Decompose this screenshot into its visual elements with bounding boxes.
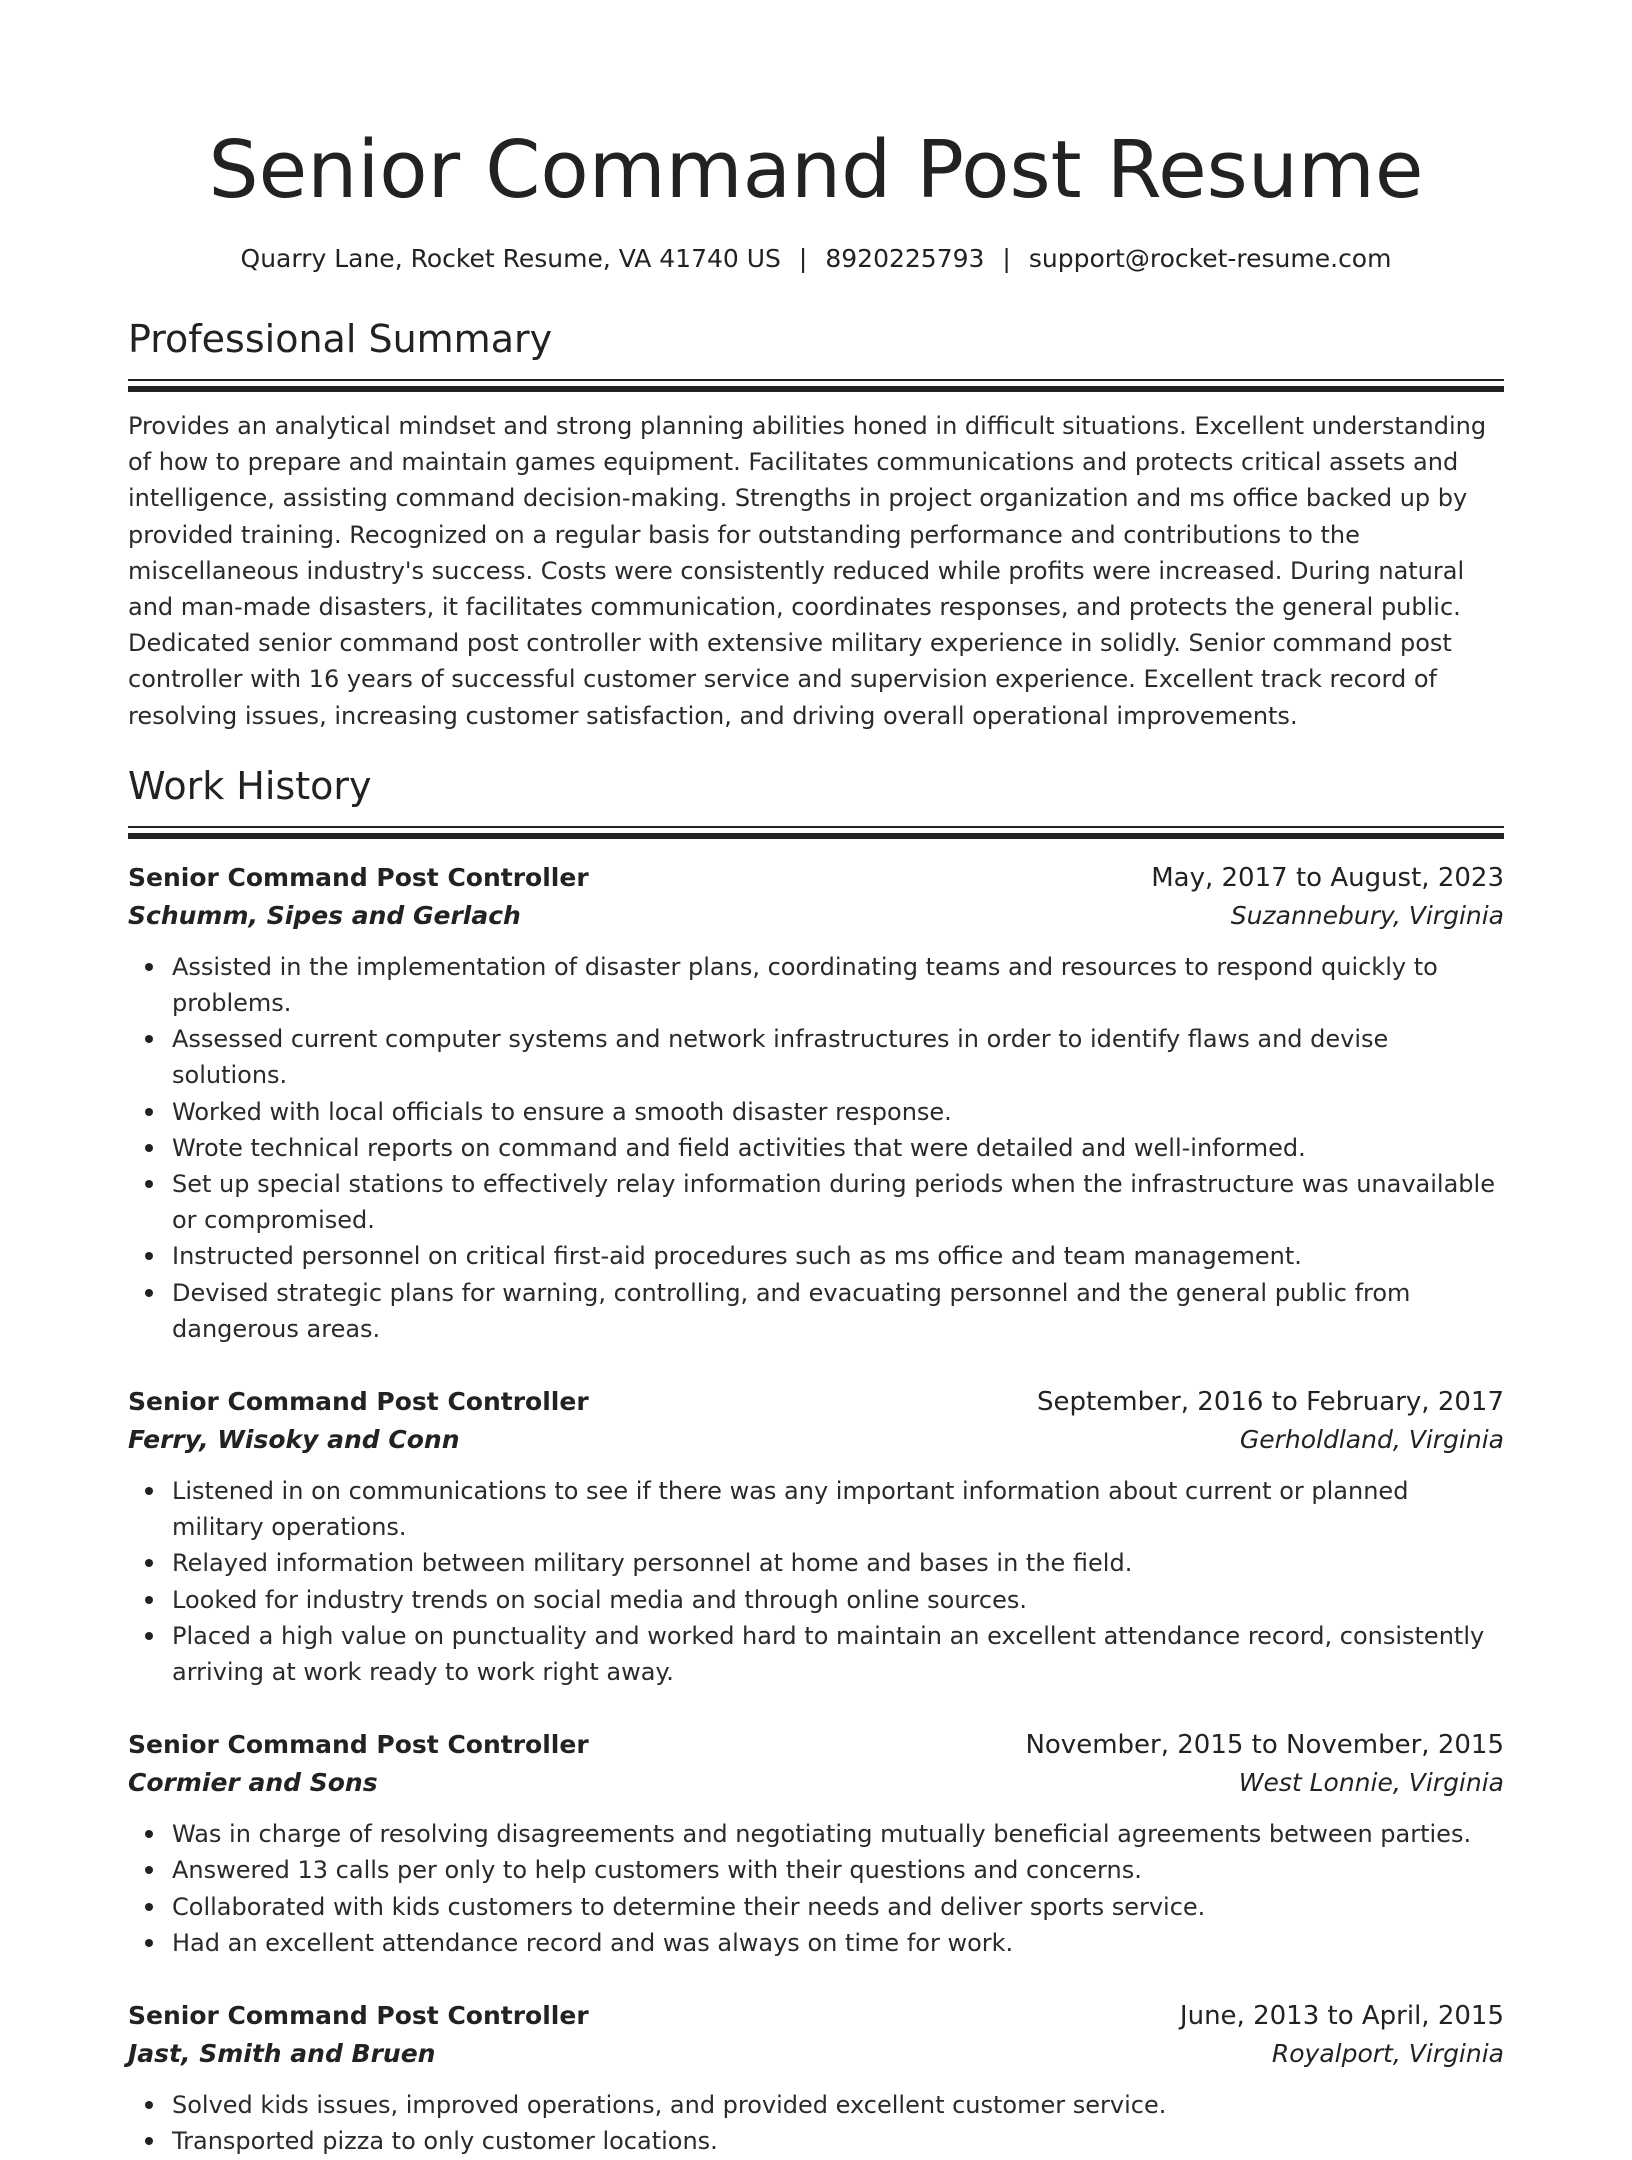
job-title: Senior Command Post Controller — [128, 1387, 589, 1417]
job-bullet-list — [128, 1816, 1504, 1961]
resume-title: Senior Command Post Resume — [208, 124, 1424, 216]
job-dates: November, 2015 to November, 2015 — [1025, 1730, 1504, 1761]
job-location: Gerholdland, Virginia — [1239, 1425, 1504, 1455]
job-bullet: Placed a high value on punctuality and worked hard to maintain an excellent attendance record, consistently arriving at work ready to work right away. — [172, 1618, 1504, 1690]
work-history-section — [128, 762, 1504, 2160]
section-divider — [128, 826, 1504, 839]
job-company-row — [128, 1764, 1504, 1802]
job-entry — [128, 859, 1504, 1347]
job-bullet: Transported pizza to only customer locations. — [172, 2123, 1504, 2159]
job-bullet: Relayed information between military personnel at home and bases in the field. — [172, 1545, 1504, 1581]
job-bullet: Collaborated with kids customers to determine their needs and deliver sports service. — [172, 1889, 1504, 1925]
job-bullet-list — [128, 2087, 1504, 2159]
job-title: Senior Command Post Controller — [128, 2001, 589, 2031]
job-title: Senior Command Post Controller — [128, 862, 589, 892]
job-dates: June, 2013 to April, 2015 — [1179, 2001, 1504, 2032]
job-header-row — [128, 859, 1504, 897]
job-bullet-list — [128, 1473, 1504, 1690]
contact-email[interactable]: support@rocket-resume.com — [1028, 244, 1392, 273]
job-bullet: Listened in on communications to see if there was any important information about current or planned military operations. — [172, 1473, 1504, 1545]
job-title: Senior Command Post Controller — [128, 1730, 589, 1760]
contact-separator: | — [1002, 244, 1011, 273]
job-entry — [128, 1997, 1504, 2159]
job-entry — [128, 1726, 1504, 1961]
job-bullet: Set up special stations to effectively relay information during periods when the infrastructure was unavailable or compromised. — [172, 1166, 1504, 1238]
job-bullet-list — [128, 949, 1504, 1347]
job-list — [128, 859, 1504, 2160]
section-divider — [128, 379, 1504, 392]
job-bullet: Worked with local officials to ensure a smooth disaster response. — [172, 1094, 1504, 1130]
job-bullet: Instructed personnel on critical first-aid procedures such as ms office and team management. — [172, 1238, 1504, 1274]
summary-paragraph: Provides an analytical mindset and strong planning abilities honed in difficult situations. Excellent understanding of how to prepare and maintain games equipment. Facilitates communications and protects critical assets and intelligence, assisting command decision-making. Strengths in project organization and ms office backed up by provided training. Recognized on a regular basis for outstanding performance and contributions to the miscellaneous industry's success. Costs were consistently reduced while profits were increased. During natural and man-made disasters, it facilitates communication, coordinates responses, and protects the general public. Dedicated senior command post controller with extensive military experience in solidly. Senior command post controller with 16 years of successful customer service and supervision experience. Excellent track record of resolving issues, increasing customer satisfaction, and driving overall operational improvements. — [128, 412, 1487, 730]
job-bullet: Devised strategic plans for warning, controlling, and evacuating personnel and the general public from dangerous areas. — [172, 1275, 1504, 1347]
job-company: Ferry, Wisoky and Conn — [128, 1425, 460, 1455]
job-company: Cormier and Sons — [128, 1768, 378, 1798]
job-entry — [128, 1383, 1504, 1690]
job-company-row — [128, 897, 1504, 935]
job-company-row — [128, 1421, 1504, 1459]
job-dates: September, 2016 to February, 2017 — [1037, 1387, 1504, 1418]
job-location: Royalport, Virginia — [1271, 2039, 1504, 2069]
job-bullet: Assisted in the implementation of disaster plans, coordinating teams and resources to respond quickly to problems. — [172, 949, 1504, 1021]
job-company: Jast, Smith and Bruen — [128, 2039, 436, 2069]
resume-page — [128, 0, 1504, 2160]
professional-summary-section — [128, 315, 1504, 734]
job-bullet: Solved kids issues, improved operations, and provided excellent customer service. — [172, 2087, 1504, 2123]
job-header-row — [128, 1997, 1504, 2035]
job-bullet: Had an excellent attendance record and was always on time for work. — [172, 1925, 1504, 1961]
job-bullet: Was in charge of resolving disagreements and negotiating mutually beneficial agreements between parties. — [172, 1816, 1504, 1852]
job-company-row — [128, 2035, 1504, 2073]
job-bullet: Wrote technical reports on command and field activities that were detailed and well-informed. — [172, 1130, 1504, 1166]
job-bullet: Answered 13 calls per only to help customers with their questions and concerns. — [172, 1852, 1504, 1888]
contact-phone[interactable]: 8920225793 — [825, 244, 985, 273]
contact-separator: | — [798, 244, 808, 273]
contact-address: Quarry Lane, Rocket Resume, VA 41740 US — [240, 244, 781, 273]
contact-line — [128, 242, 1504, 276]
job-header-row — [128, 1383, 1504, 1421]
section-heading-summary: Professional Summary — [128, 317, 553, 361]
job-company: Schumm, Sipes and Gerlach — [128, 900, 521, 930]
job-bullet: Looked for industry trends on social media and through online sources. — [172, 1582, 1504, 1618]
job-location: West Lonnie, Virginia — [1238, 1768, 1504, 1798]
job-bullet: Assessed current computer systems and network infrastructures in order to identify flaws and devise solutions. — [172, 1021, 1504, 1093]
job-header-row — [128, 1726, 1504, 1764]
job-location: Suzannebury, Virginia — [1230, 900, 1504, 930]
section-heading-work-history: Work History — [128, 763, 372, 808]
job-dates: May, 2017 to August, 2023 — [1151, 862, 1504, 893]
